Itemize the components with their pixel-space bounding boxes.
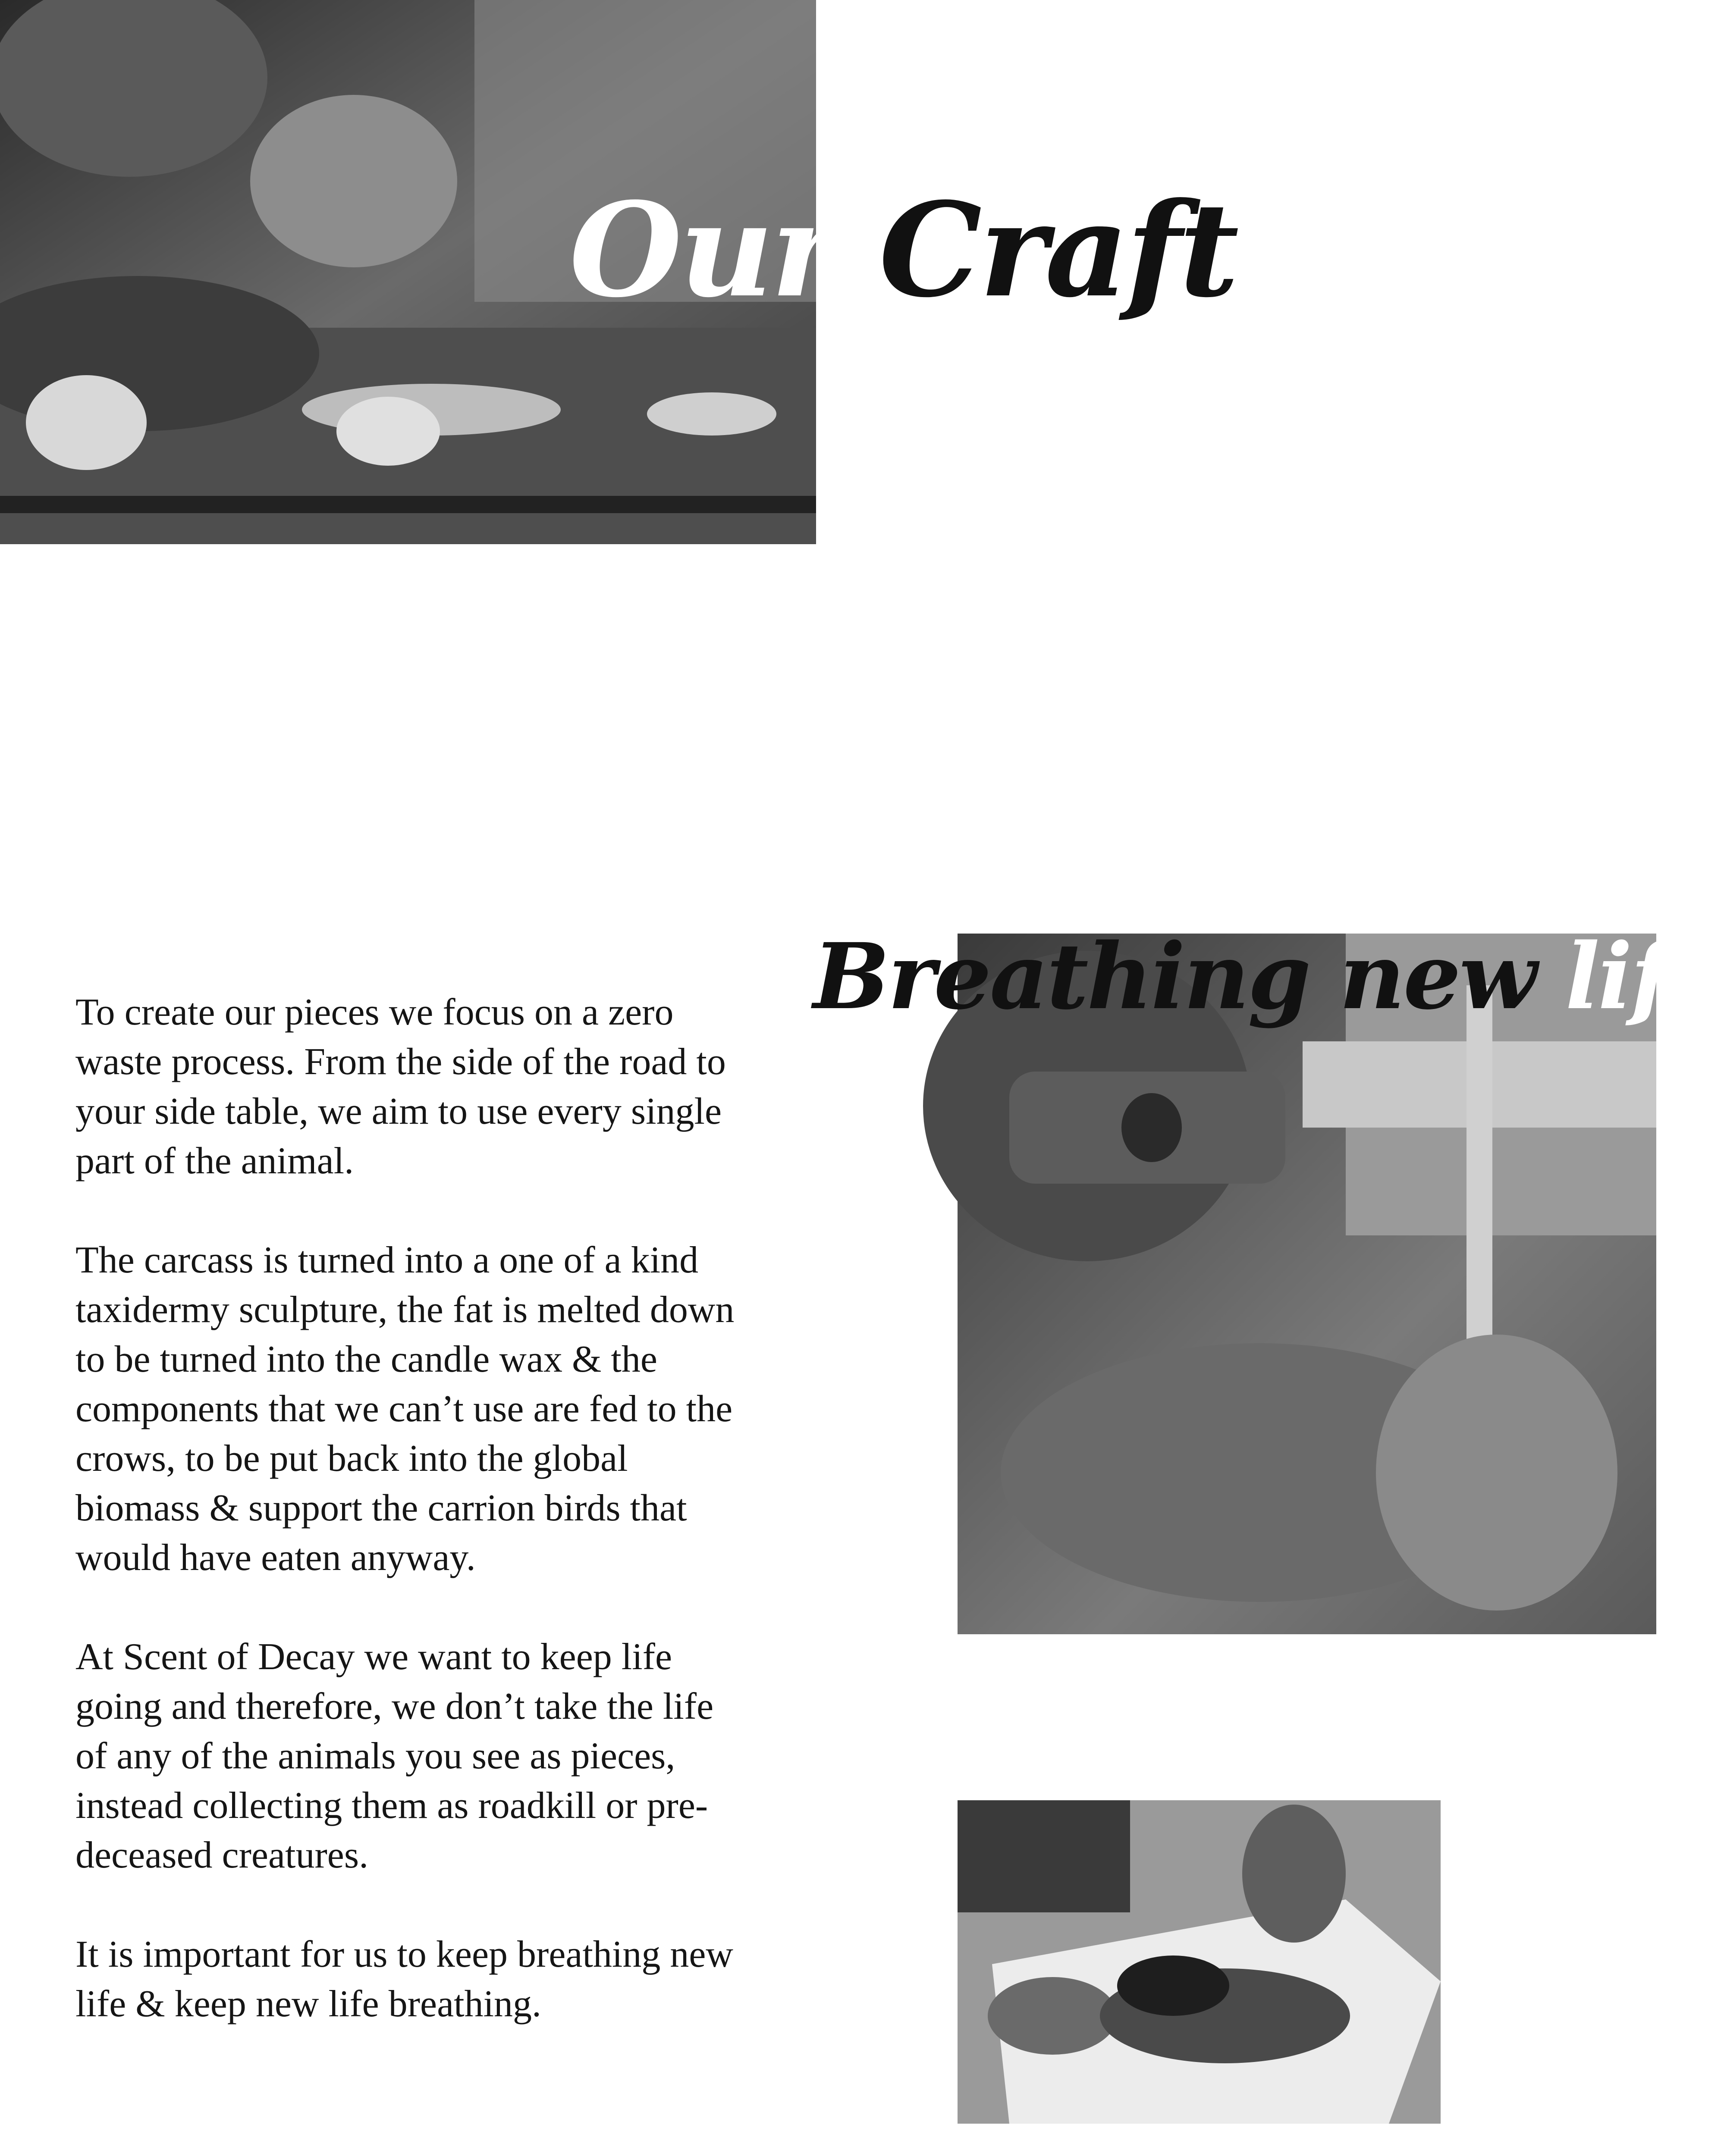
paragraph-3: At Scent of Decay we want to keep life going and therefore, we don’t take the life of any of the animals you see as pieces, instead collecting them as roadkill or pre-deceased creatures. <box>75 1636 714 1876</box>
page-title <box>569 174 1237 326</box>
paragraph-2: The carcass is turned into a one of a kind taxidermy sculpture, the fat is melted down to be turned into the candle wax & the components that we can’t use are fed to the crows, to be put back into the global biomass & support the carrion birds that would have eaten anyway. <box>75 1239 735 1579</box>
title-part-white: Our <box>569 174 837 326</box>
craftsman-magnifier-photo <box>958 934 1656 1634</box>
heading-part-dark: Breathing new <box>813 923 1536 1030</box>
title-part-dark: Craft <box>836 174 1237 326</box>
paragraph-1: To create our pieces we focus on a zero waste process. From the side of the road to your side table, we aim to use every single part of the animal. <box>75 991 726 1182</box>
section-heading <box>813 923 1724 1030</box>
bird-taxidermy-photo <box>958 1800 1441 2124</box>
body-text <box>75 987 748 2078</box>
heading-part-white: life <box>1535 923 1724 1030</box>
paragraph-4: It is important for us to keep breathing new life & keep new life breathing. <box>75 1934 733 2025</box>
